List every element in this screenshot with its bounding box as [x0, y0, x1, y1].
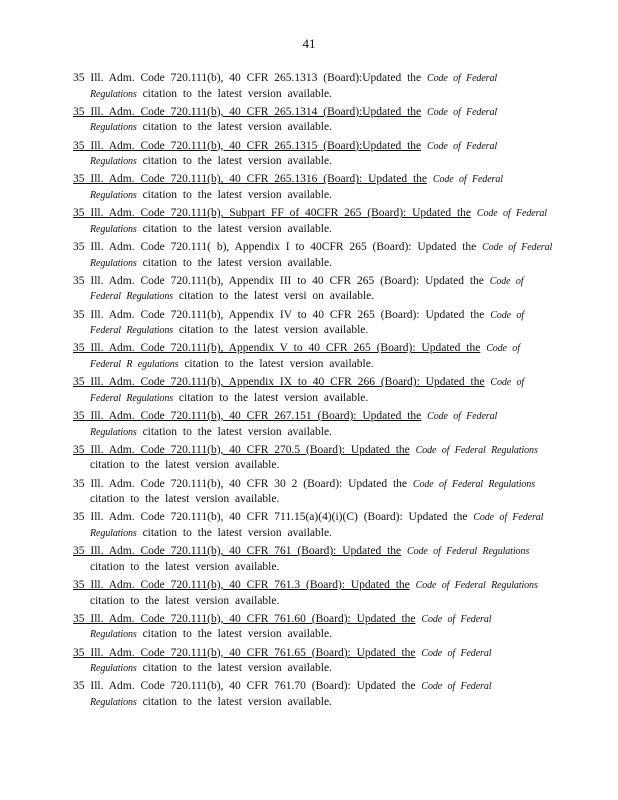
list-item	[73, 578, 538, 612]
entry-line-1	[73, 544, 533, 560]
citation-text: 35 Ill. Adm. Code 720.111(b), 40 CFR 270.5 (Board): Updated the	[73, 443, 410, 456]
page-number: 41	[302, 36, 316, 51]
tail-text: citation to the latest version available.	[90, 560, 280, 573]
list-item	[73, 172, 533, 206]
italic-text: Code of Federal	[421, 613, 492, 625]
tail-text: citation to the latest version available.	[142, 695, 332, 708]
entry-line-2	[73, 594, 533, 610]
entry-line-1	[73, 71, 533, 87]
italic-text: Regulations	[90, 257, 137, 269]
citation-text: 35 Ill. Adm. Code 720.111(b), 40 CFR 761.60 (Board): Updated the	[73, 612, 416, 625]
citation-text: 35 Ill. Adm. Code 720.111(b), 40 CFR 265.1316 (Board): Updated the	[73, 173, 427, 186]
tail-text: citation to the latest version available.	[184, 357, 374, 370]
list-item	[73, 612, 533, 646]
italic-text: Code of Federal	[427, 73, 498, 84]
entry-line-2	[73, 391, 533, 407]
entry-line-1	[73, 612, 533, 628]
italic-text: Federal Regulations	[90, 392, 174, 404]
entry-line-2	[73, 627, 533, 643]
tail-text: citation to the latest version available.	[142, 87, 332, 100]
citation-text: 35 Ill. Adm. Code 720.111(b), Subpart FF of 40CFR 265 (Board): Updated the	[73, 207, 472, 220]
citation-text: 35 Ill. Adm. Code 720.111(b), 40 CFR 265.1313 (Board):Updated the	[73, 72, 422, 84]
entry-line-1	[73, 274, 533, 290]
entry-line-2	[73, 560, 533, 576]
entry-line-2	[73, 357, 533, 373]
tail-text: citation to the latest version available.	[142, 425, 332, 438]
entry-line-2	[73, 425, 533, 441]
italic-text: Regulations	[90, 527, 137, 539]
italic-text: Regulations	[90, 629, 137, 641]
italic-text: Federal Regulations	[90, 325, 174, 337]
entry-line-2	[73, 120, 533, 136]
entry-line-1	[73, 443, 538, 459]
italic-text: Code of Federal	[427, 410, 498, 422]
entry-line-2	[73, 256, 533, 272]
tail-text: citation to the latest version available.	[142, 155, 332, 168]
citation-text: 35 Ill. Adm. Code 720.111(b), Appendix V to 40 CFR 265 (Board): Updated the	[73, 342, 481, 355]
italic-text: Regulations	[90, 223, 137, 235]
entry-line-1	[73, 375, 533, 391]
list-item	[73, 308, 533, 342]
entry-line-1	[73, 206, 547, 222]
tail-text: citation to the latest version available.	[142, 121, 332, 134]
italic-text: Code of Federal	[427, 140, 498, 152]
entry-line-2	[73, 323, 533, 339]
entry-line-2	[73, 154, 533, 170]
italic-text: Code of	[489, 275, 524, 287]
italic-text: Code of Federal	[427, 106, 498, 118]
list-item	[73, 646, 533, 680]
tail-text: citation to the latest version available.	[178, 391, 369, 404]
entry-line-1	[73, 308, 533, 324]
list-item	[73, 240, 553, 274]
list-item	[73, 274, 533, 308]
italic-text: Code of Federal	[476, 208, 547, 220]
entry-line-1	[73, 139, 533, 155]
italic-text: Code of	[490, 309, 524, 321]
italic-text: Code of	[486, 343, 520, 355]
entry-line-2	[73, 492, 533, 508]
tail-text: citation to the latest version available.	[142, 526, 332, 539]
tail-text: citation to the latest version available.	[142, 222, 332, 235]
entry-line-2	[73, 289, 533, 305]
citation-text: 35 Ill. Adm. Code 720.111(b), 40 CFR 30 2 (Board): Updated the	[73, 477, 407, 490]
entry-line-2	[73, 695, 533, 711]
entry-line-1	[73, 578, 538, 594]
entry-line-1	[73, 409, 533, 425]
italic-text: Code of Federal Regulations	[412, 478, 535, 490]
citation-text: 35 Ill. Adm. Code 720.111(b), Appendix III to 40 CFR 265 (Board): Updated the	[73, 274, 484, 287]
citation-text: 35 Ill. Adm. Code 720.111(b), 40 CFR 761.70 (Board): Updated the	[73, 680, 416, 693]
italic-text: Federal Regulations	[90, 291, 174, 303]
citation-text: 35 Ill. Adm. Code 720.111(b), 40 CFR 761 (Board): Updated the	[73, 545, 402, 558]
entry-line-1	[73, 341, 533, 357]
italic-text: Regulations	[90, 122, 137, 134]
entry-line-2	[73, 188, 533, 204]
list-item	[73, 206, 547, 240]
tail-text: citation to the latest version available.	[142, 188, 332, 201]
citation-text: 35 Ill. Adm. Code 720.111(b), 40 CFR 265.1314 (Board):Updated the	[73, 105, 422, 118]
entry-line-1	[73, 679, 533, 695]
italic-text: Regulations	[90, 426, 137, 438]
italic-text: Code of Federal	[421, 681, 492, 693]
italic-text: Regulations	[90, 156, 137, 168]
list-item	[73, 443, 538, 477]
italic-text: Code of Federal	[421, 647, 492, 659]
citation-text: 35 Ill. Adm. Code 720.111(b), 40 CFR 265.1315 (Board):Updated the	[73, 139, 422, 152]
entry-line-1	[73, 477, 533, 493]
entry-line-1	[73, 510, 544, 526]
italic-text: Code of Federal Regulations	[415, 444, 538, 456]
italic-text: Regulations	[90, 189, 137, 201]
list-item	[73, 375, 533, 409]
list-item	[73, 477, 533, 511]
entry-line-1	[73, 646, 533, 662]
italic-text: Federal R egulations	[90, 358, 179, 370]
entry-line-1	[73, 172, 533, 188]
tail-text: citation to the latest version available.	[142, 662, 332, 675]
list-item	[73, 139, 533, 173]
citation-text: 35 Ill. Adm. Code 720.111(b), 40 CFR 711.15(a)(4)(i)(C) (Board): Updated the	[73, 511, 468, 524]
list-item	[73, 341, 533, 375]
citation-text: 35 Ill. Adm. Code 720.111( b), Appendix I to 40CFR 265 (Board): Updated the	[73, 240, 477, 253]
citation-text: 35 Ill. Adm. Code 720.111(b), 40 CFR 761.3 (Board): Updated the	[73, 578, 410, 591]
citation-text: 35 Ill. Adm. Code 720.111(b), 40 CFR 267.151 (Board): Updated the	[73, 409, 422, 422]
entry-line-2	[73, 458, 533, 474]
italic-text: Regulations	[90, 696, 137, 708]
italic-text: Code of	[490, 377, 525, 389]
italic-text: Regulations	[90, 663, 137, 675]
tail-text: citation to the latest version available.	[142, 628, 332, 641]
italic-text: Code of Federal Regulations	[415, 579, 538, 591]
list-item	[73, 510, 544, 544]
tail-text: citation to the latest version available.	[90, 459, 280, 472]
citation-text: 35 Ill. Adm. Code 720.111(b), Appendix IV to 40 CFR 265 (Board): Updated the	[73, 308, 485, 321]
tail-text: citation to the latest version available.	[90, 594, 280, 607]
entry-line-2	[73, 661, 533, 677]
citation-text: 35 Ill. Adm. Code 720.111(b), Appendix IX to 40 CFR 266 (Board): Updated the	[73, 376, 485, 389]
italic-text: Regulations	[90, 88, 137, 100]
tail-text: citation to the latest version available.	[178, 324, 369, 337]
list-item	[73, 105, 533, 139]
italic-text: Code of Federal	[482, 241, 553, 253]
list-item	[73, 71, 533, 105]
italic-text: Code of Federal	[473, 512, 544, 524]
list-item	[73, 679, 533, 713]
entry-line-2	[73, 87, 533, 103]
entry-line-1	[73, 105, 533, 121]
citation-text: 35 Ill. Adm. Code 720.111(b), 40 CFR 761.65 (Board): Updated the	[73, 646, 416, 659]
list-item	[73, 544, 533, 578]
tail-text: citation to the latest version available.	[90, 493, 280, 506]
italic-text: Code of Federal Regulations	[407, 546, 530, 558]
entry-line-2	[73, 222, 533, 238]
italic-text: Code of Federal	[432, 174, 503, 186]
tail-text: citation to the latest versi on available.	[178, 290, 375, 303]
entry-list	[73, 71, 553, 713]
tail-text: citation to the latest version available.	[142, 256, 332, 269]
entry-line-1	[73, 240, 553, 256]
entry-line-2	[73, 526, 533, 542]
list-item	[73, 409, 533, 443]
